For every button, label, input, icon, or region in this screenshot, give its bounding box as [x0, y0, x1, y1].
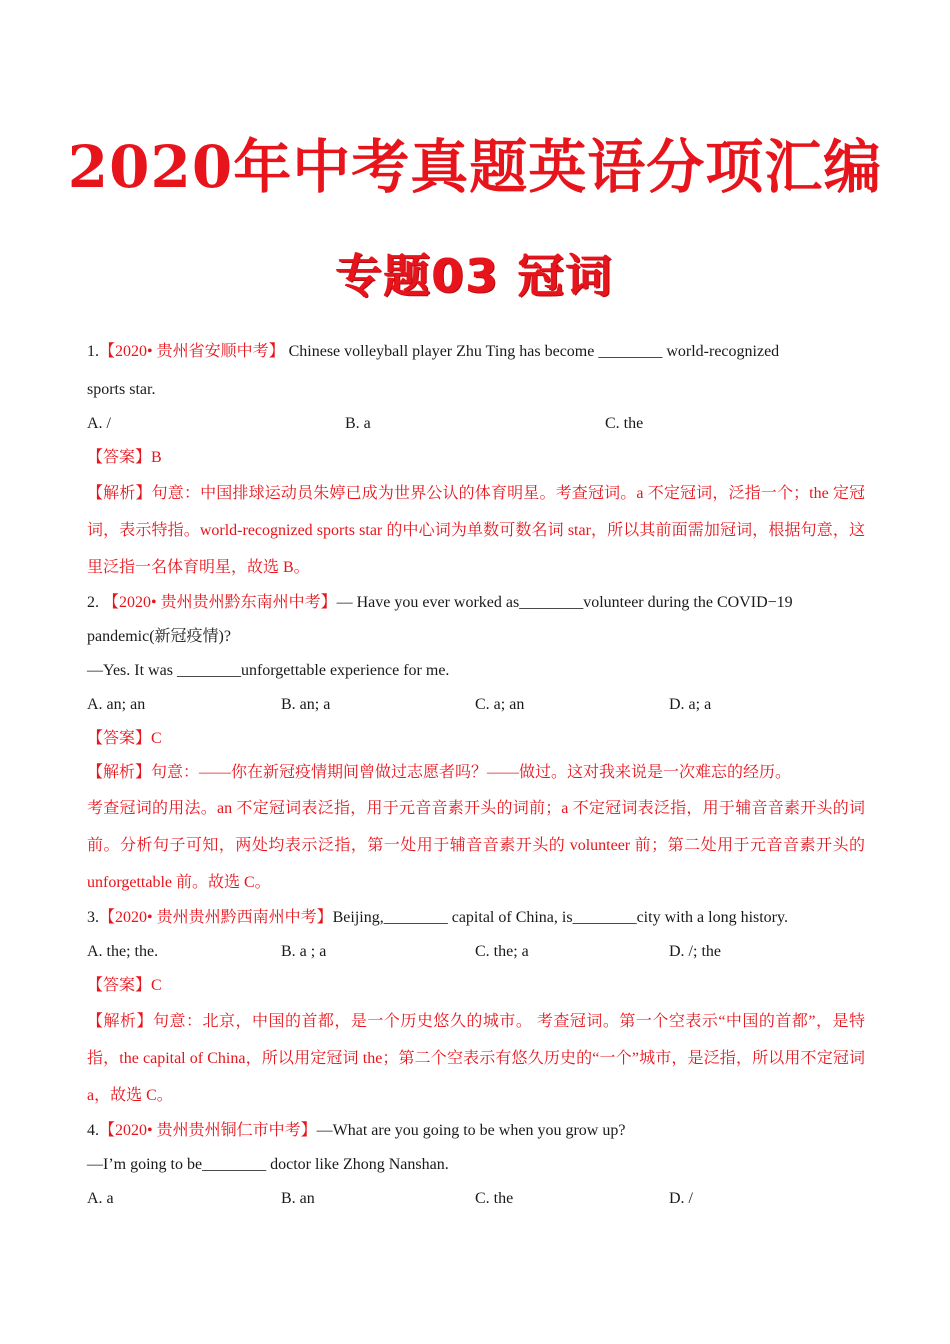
answer: 【答案】C [87, 977, 162, 994]
question-stem-continued: sports star. [87, 381, 156, 398]
option-b: B. a [345, 415, 371, 432]
question-stem: —What are you going to be when you grow up? [316, 1122, 626, 1139]
answer: 【答案】C [87, 730, 162, 747]
analysis-translation: 【解析】句意：——你在新冠疫情期间曾做过志愿者吗？——做过。这对我来说是一次难忘的经历。 [87, 764, 792, 781]
option-b: B. a ; a [281, 943, 327, 960]
question-number: 2. [87, 594, 99, 611]
option-d: D. / [669, 1190, 693, 1207]
option-b: B. an [281, 1190, 315, 1207]
option-d: D. /; the [669, 943, 721, 960]
question-3 [87, 901, 865, 1114]
question-number: 4. [87, 1122, 99, 1139]
question-source: 【2020• 贵州贵州黔东南州中考】 [103, 594, 337, 611]
question-1 [87, 335, 865, 586]
question-stem: Chinese volleyball player Zhu Ting has become ________ world-recognized [284, 343, 780, 360]
option-c: C. a; an [475, 696, 525, 713]
option-a: A. a [87, 1190, 114, 1207]
question-4 [87, 1114, 865, 1216]
question-stem: — Have you ever worked as________volunteer during the COVID−19 [336, 594, 793, 611]
page-subtitle: 专题03 冠词 [335, 249, 615, 303]
options-row [87, 1182, 865, 1216]
option-c: C. the; a [475, 943, 529, 960]
question-stem: Beijing,________ capital of China, is________city with a long history. [332, 909, 788, 926]
option-c: C. the [475, 1190, 514, 1207]
options-row [87, 407, 865, 441]
page-title: 2020年中考真题英语分项汇编 [67, 133, 883, 201]
options-row [87, 688, 865, 722]
option-b: B. an; a [281, 696, 331, 713]
answer: 【答案】B [87, 449, 162, 466]
option-c: C. the [605, 415, 644, 432]
analysis: 【解析】句意：中国排球运动员朱婷已成为世界公认的体育明星。考查冠词。a 不定冠词，泛指一个；the 定冠词，表示特指。world-recognized sports star 的中心词为单数可数名词 star，所以其前面需加冠词，根据句意，这里泛指一名体育明星，故选 B。 [87, 485, 865, 576]
question-number: 1. [87, 343, 99, 360]
question-source: 【2020• 贵州省安顺中考】 [99, 343, 285, 360]
analysis: 考查冠词的用法。an 不定冠词表泛指，用于元音音素开头的词前；a 不定冠词表泛指，用于辅音音素开头的词前。分析句子可知，两处均表示泛指，第一处用于辅音音素开头的 volunteer 前；第二处用于元音音素开头的 unforgettable 前。故选 C。 [87, 800, 865, 891]
question-list [87, 335, 865, 1216]
question-stem-reply: —I’m going to be________ doctor like Zhong Nanshan. [87, 1156, 449, 1173]
option-a: A. the; the. [87, 943, 159, 960]
question-stem-continued: pandemic(新冠疫情)? [87, 628, 231, 645]
options-row [87, 935, 865, 969]
analysis: 【解析】句意：北京，中国的首都，是一个历史悠久的城市。 考查冠词。第一个空表示“中国的首都”，是特指，the capital of China，所以用定冠词 the；第二个空表示有悠久历史的“一个”城市，是泛指，所以用不定冠词 a，故选 C。 [87, 1013, 865, 1104]
option-a: A. / [87, 415, 111, 432]
question-source: 【2020• 贵州贵州铜仁市中考】 [99, 1122, 317, 1139]
question-number: 3. [87, 909, 99, 926]
question-2 [87, 586, 865, 901]
option-a: A. an; an [87, 696, 146, 713]
question-stem-reply: —Yes. It was ________unforgettable experience for me. [87, 662, 450, 679]
question-source: 【2020• 贵州贵州黔西南州中考】 [99, 909, 333, 926]
option-d: D. a; a [669, 696, 712, 713]
